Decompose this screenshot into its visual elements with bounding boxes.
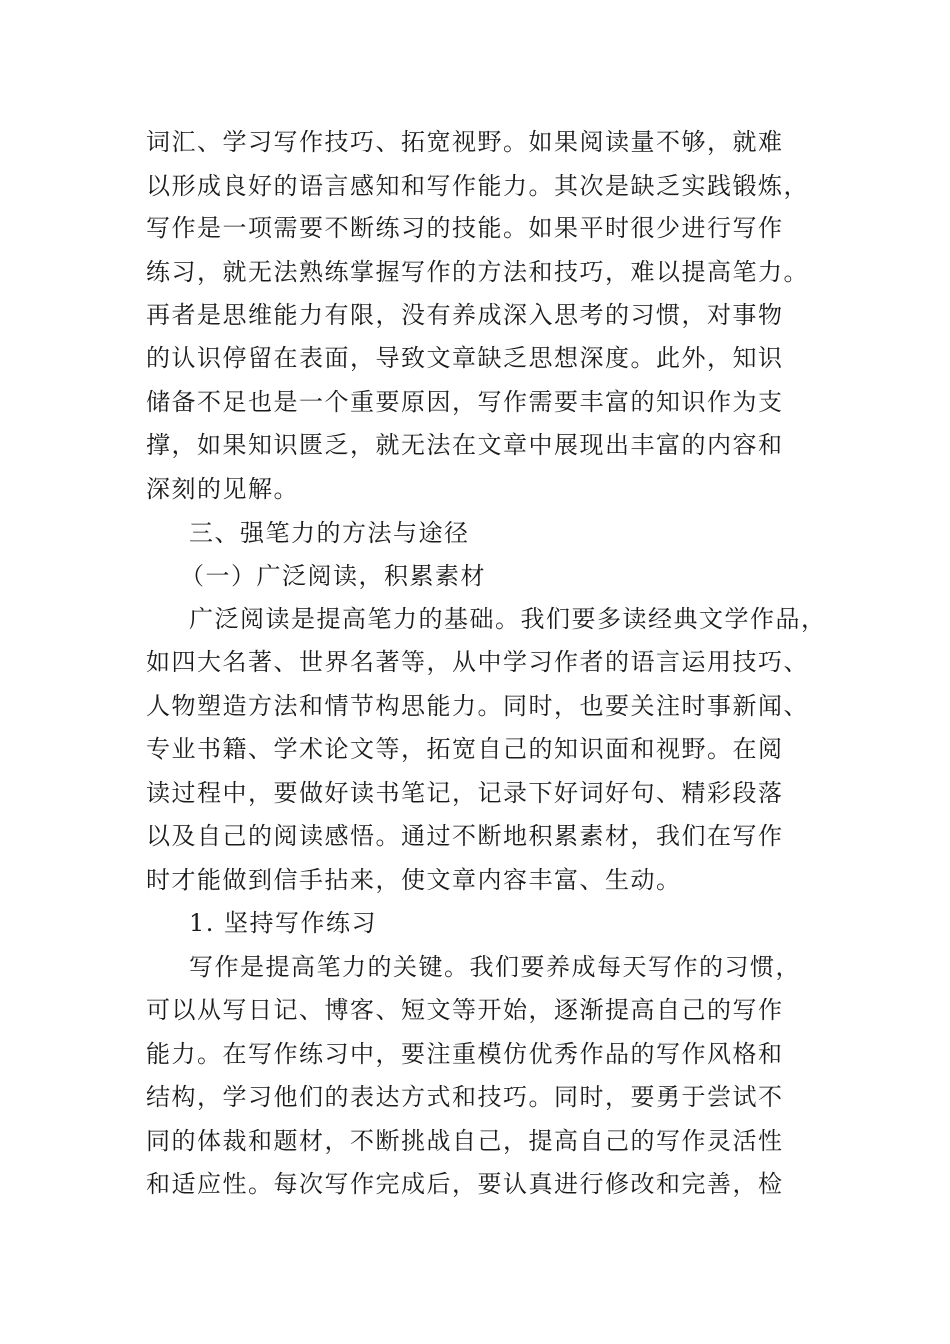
text-line: 以及自己的阅读感悟。通过不断地积累素材，我们在写作 [146,822,784,850]
text-line: 写作是一项需要不断练习的技能。如果平时很少进行写作 [146,214,784,242]
text-line: 深刻的见解。 [146,475,299,503]
text-line: 读过程中，要做好读书笔记，记录下好词好句、精彩段落 [146,779,784,807]
text-line: 人物塑造方法和情节构思能力。同时，也要关注时事新闻、 [146,692,809,720]
text-line: 结构，学习他们的表达方式和技巧。同时，要勇于尝试不 [146,1083,784,1111]
text-line: 时才能做到信手拈来，使文章内容丰富、生动。 [146,866,682,894]
text-line: 词汇、学习写作技巧、拓宽视野。如果阅读量不够，就难 [146,128,784,156]
text-line: 的认识停留在表面，导致文章缺乏思想深度。此外，知识 [146,344,784,372]
text-line: 如四大名著、世界名著等，从中学习作者的语言运用技巧、 [146,648,809,676]
numbered-heading: 1. 坚持写作练习 [189,909,378,937]
text-line: 和适应性。每次写作完成后，要认真进行修改和完善，检 [146,1170,784,1198]
text-line: 能力。在写作练习中，要注重模仿优秀作品的写作风格和 [146,1040,784,1068]
text-line: 以形成良好的语言感知和写作能力。其次是缺乏实践锻炼， [146,172,809,200]
text-line: 再者是思维能力有限，没有养成深入思考的习惯，对事物 [146,301,784,329]
text-line: 专业书籍、学术论文等，拓宽自己的知识面和视野。在阅 [146,735,784,763]
text-line: 储备不足也是一个重要原因，写作需要丰富的知识作为支 [146,388,784,416]
paragraph-first-line: 写作是提高笔力的关键。我们要养成每天写作的习惯， [189,953,801,981]
text-line: 可以从写日记、博客、短文等开始，逐渐提高自己的写作 [146,996,784,1024]
paragraph-first-line: 广泛阅读是提高笔力的基础。我们要多读经典文学作品， [189,605,827,633]
text-line: 撑，如果知识匮乏，就无法在文章中展现出丰富的内容和 [146,431,784,459]
section-heading: 三、强笔力的方法与途径 [189,519,470,547]
text-line: 练习，就无法熟练掌握写作的方法和技巧，难以提高笔力。 [146,258,809,286]
text-line: 同的体裁和题材，不断挑战自己，提高自己的写作灵活性 [146,1127,784,1155]
subsection-heading: （一）广泛阅读，积累素材 [180,562,486,590]
